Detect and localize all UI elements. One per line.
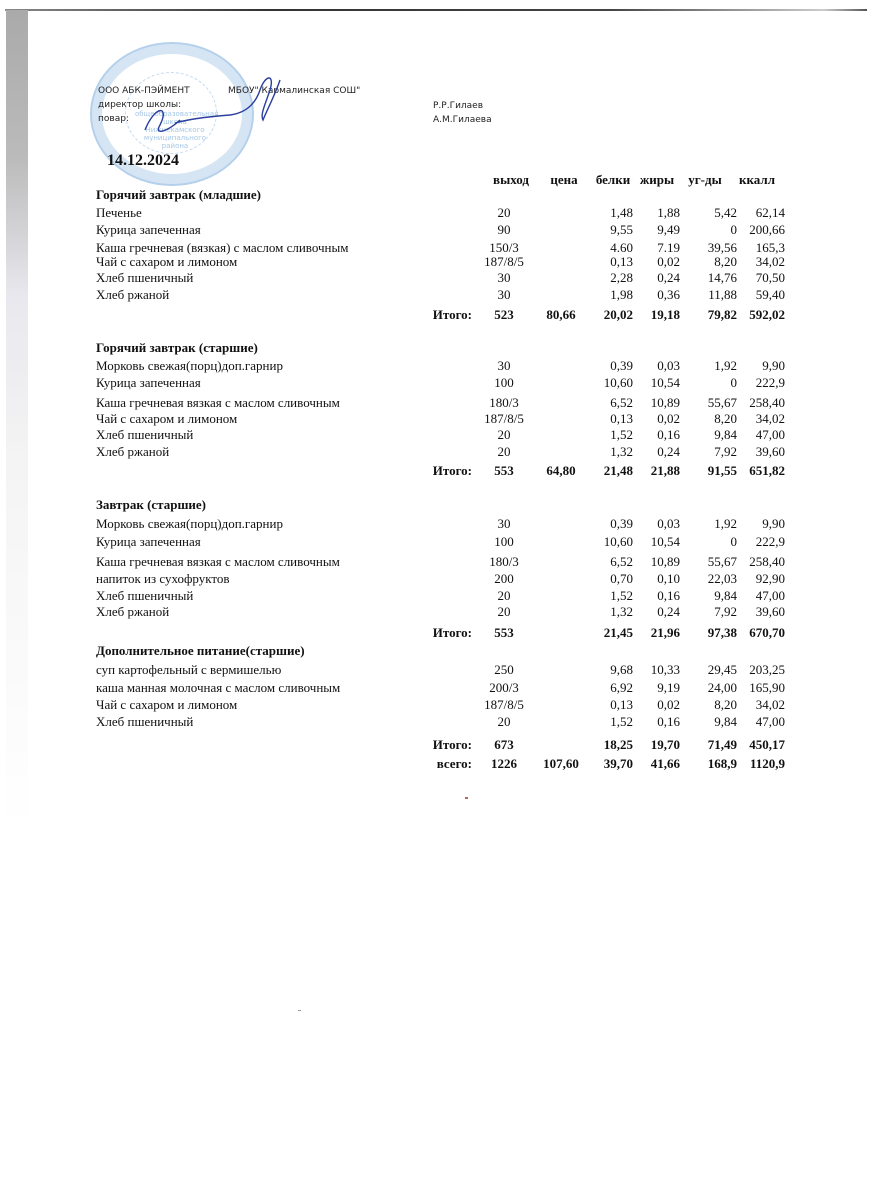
- cell-fat: 10,54: [650, 375, 680, 390]
- col-header-kcal: ккалл: [739, 172, 775, 187]
- dish-name: Морковь свежая(порц)доп.гарнир: [96, 516, 283, 531]
- total-kcal: 670,70: [749, 625, 785, 640]
- dish-name: Хлеб пшеничный: [96, 714, 194, 729]
- col-header-carbs: уг-ды: [688, 172, 722, 187]
- cell-fat: 0,16: [657, 588, 680, 603]
- cell-kcal: 39,60: [755, 444, 785, 459]
- dish-name: Морковь свежая(порц)доп.гарнир: [96, 358, 283, 373]
- dish-name: Чай с сахаром и лимоном: [96, 697, 238, 712]
- cell-kcal: 258,40: [749, 395, 785, 410]
- scan-speck: [465, 797, 468, 799]
- table-row: [0, 554, 873, 570]
- signature-icon: [135, 75, 305, 145]
- cell-carbs: 24,00: [707, 680, 737, 695]
- cell-output: 20: [497, 588, 511, 603]
- cell-fat: 0,10: [657, 571, 680, 586]
- cell-output: 200: [494, 571, 514, 586]
- cell-output: 90: [497, 222, 511, 237]
- total-protein: 18,25: [603, 737, 633, 752]
- cell-kcal: 9,90: [762, 516, 785, 531]
- table-row: [0, 534, 873, 550]
- school-name: МБОУ" Кармалинская СОШ": [228, 86, 361, 96]
- cell-fat: 7.19: [657, 240, 680, 255]
- cell-protein: 4.60: [610, 240, 633, 255]
- cell-kcal: 165,90: [749, 680, 785, 695]
- total-output: 523: [494, 307, 514, 322]
- grand-total-kcal: 1120,9: [749, 756, 785, 771]
- cell-output: 200/3: [489, 680, 519, 695]
- total-protein: 21,48: [603, 463, 633, 478]
- cell-protein: 1,32: [610, 604, 633, 619]
- cell-carbs: 8,20: [714, 697, 737, 712]
- grand-total-row: [0, 756, 873, 772]
- dish-name: Каша гречневая вязкая с маслом сливочным: [96, 554, 340, 569]
- section-total-row: [0, 737, 873, 753]
- cell-fat: 0,02: [657, 254, 680, 269]
- section-title-row: [0, 497, 873, 513]
- table-row: [0, 395, 873, 411]
- col-header-price: цена: [550, 172, 578, 187]
- cell-protein: 0,39: [610, 358, 633, 373]
- company-name: ООО АБК-ПЭЙМЕНТ: [98, 86, 190, 96]
- total-fat: 19,70: [650, 737, 680, 752]
- section-title-row: [0, 340, 873, 356]
- table-row: [0, 287, 873, 303]
- cell-kcal: 200,66: [749, 222, 785, 237]
- cell-carbs: 7,92: [714, 444, 737, 459]
- cell-kcal: 34,02: [755, 254, 785, 269]
- cell-kcal: 34,02: [755, 411, 785, 426]
- cell-fat: 0,16: [657, 427, 680, 442]
- cell-kcal: 34,02: [755, 697, 785, 712]
- cell-carbs: 1,92: [714, 358, 737, 373]
- cell-carbs: 29,45: [707, 662, 737, 677]
- table-row: [0, 411, 873, 427]
- cell-protein: 1,52: [610, 427, 633, 442]
- total-carbs: 91,55: [707, 463, 737, 478]
- table-row: [0, 358, 873, 374]
- cell-fat: 0,36: [657, 287, 680, 302]
- cell-output: 100: [494, 534, 514, 549]
- table-row: [0, 714, 873, 730]
- cell-fat: 9,19: [657, 680, 680, 695]
- section-title: Горячий завтрак (младшие): [96, 187, 262, 202]
- cell-kcal: 62,14: [755, 205, 785, 220]
- total-output: 553: [494, 463, 514, 478]
- cell-output: 20: [497, 205, 511, 220]
- cell-protein: 1,52: [610, 588, 633, 603]
- cell-output: 30: [497, 516, 511, 531]
- table-row: [0, 588, 873, 604]
- dish-name: напиток из сухофруктов: [96, 571, 230, 586]
- cell-kcal: 39,60: [755, 604, 785, 619]
- cell-output: 180/3: [489, 554, 519, 569]
- total-carbs: 71,49: [707, 737, 737, 752]
- cell-carbs: 9,84: [714, 588, 737, 603]
- director-name: Р.Р.Гилаев: [433, 101, 484, 111]
- cell-output: 187/8/5: [484, 254, 524, 269]
- dish-name: Печенье: [96, 205, 142, 220]
- cell-fat: 0,02: [657, 697, 680, 712]
- scan-edge-top: [5, 9, 867, 11]
- cell-output: 30: [497, 270, 511, 285]
- cell-kcal: 222,9: [755, 375, 785, 390]
- grand-total-output: 1226: [491, 756, 517, 771]
- cell-output: 150/3: [489, 240, 519, 255]
- cell-kcal: 59,40: [755, 287, 785, 302]
- total-protein: 21,45: [603, 625, 633, 640]
- cell-carbs: 0: [730, 375, 737, 390]
- total-fat: 21,96: [650, 625, 680, 640]
- section-title: Завтрак (старшие): [96, 497, 207, 512]
- col-header-output: выход: [493, 172, 529, 187]
- director-label: директор школы:: [98, 100, 182, 110]
- table-row: [0, 604, 873, 620]
- section-title: Дополнительное питание(старшие): [96, 643, 305, 658]
- dish-name: Курица запеченная: [96, 222, 201, 237]
- total-carbs: 79,82: [707, 307, 737, 322]
- total-label: Итого:: [432, 463, 472, 478]
- cell-output: 20: [497, 444, 511, 459]
- cell-protein: 9,68: [610, 662, 633, 677]
- cell-carbs: 0: [730, 534, 737, 549]
- cell-fat: 0,24: [657, 444, 680, 459]
- cell-output: 250: [494, 662, 514, 677]
- section-title-row: [0, 187, 873, 203]
- section-title: Горячий завтрак (старшие): [96, 340, 258, 355]
- cell-protein: 9,55: [610, 222, 633, 237]
- cell-carbs: 8,20: [714, 411, 737, 426]
- cell-fat: 0,16: [657, 714, 680, 729]
- cell-fat: 0,03: [657, 358, 680, 373]
- cell-kcal: 70,50: [755, 270, 785, 285]
- cell-protein: 0,39: [610, 516, 633, 531]
- dish-name: Хлеб пшеничный: [96, 270, 194, 285]
- table-row: [0, 270, 873, 286]
- total-output: 553: [494, 625, 514, 640]
- cell-protein: 0,13: [610, 411, 633, 426]
- cell-protein: 0,13: [610, 254, 633, 269]
- grand-total-protein: 39,70: [603, 756, 633, 771]
- cell-protein: 0,70: [610, 571, 633, 586]
- cell-output: 187/8/5: [484, 411, 524, 426]
- total-price: 64,80: [546, 463, 576, 478]
- cell-carbs: 5,42: [714, 205, 737, 220]
- cell-kcal: 203,25: [749, 662, 785, 677]
- cell-carbs: 55,67: [707, 395, 737, 410]
- total-label: Итого:: [432, 625, 472, 640]
- cell-carbs: 14,76: [707, 270, 737, 285]
- cell-output: 20: [497, 714, 511, 729]
- dish-name: Хлеб пшеничный: [96, 588, 194, 603]
- total-protein: 20,02: [603, 307, 633, 322]
- cell-protein: 0,13: [610, 697, 633, 712]
- cell-kcal: 222,9: [755, 534, 785, 549]
- dish-name: Хлеб ржаной: [96, 604, 170, 619]
- table-row: [0, 375, 873, 391]
- cell-protein: 10,60: [603, 375, 633, 390]
- table-row: [0, 444, 873, 460]
- cook-name: А.М.Гилаева: [433, 115, 492, 125]
- table-row: [0, 222, 873, 238]
- dish-name: Хлеб пшеничный: [96, 427, 194, 442]
- cell-kcal: 47,00: [755, 714, 785, 729]
- table-row: [0, 427, 873, 443]
- cell-carbs: 22,03: [707, 571, 737, 586]
- cell-carbs: 9,84: [714, 427, 737, 442]
- cell-kcal: 47,00: [755, 427, 785, 442]
- dish-name: Курица запеченная: [96, 375, 201, 390]
- cell-fat: 9,49: [657, 222, 680, 237]
- cell-fat: 10,89: [650, 395, 680, 410]
- cell-output: 30: [497, 358, 511, 373]
- total-kcal: 450,17: [749, 737, 785, 752]
- dish-name: Хлеб ржаной: [96, 444, 170, 459]
- cell-protein: 1,52: [610, 714, 633, 729]
- table-row: [0, 697, 873, 713]
- section-total-row: [0, 307, 873, 323]
- total-fat: 19,18: [650, 307, 680, 322]
- cell-carbs: 8,20: [714, 254, 737, 269]
- table-row: [0, 662, 873, 678]
- cell-protein: 6,52: [610, 554, 633, 569]
- table-row: [0, 205, 873, 221]
- cell-carbs: 9,84: [714, 714, 737, 729]
- stamp-text: общеобразовательная школа Нижнекамского муниципального района: [135, 110, 219, 150]
- total-kcal: 651,82: [749, 463, 785, 478]
- total-carbs: 97,38: [707, 625, 737, 640]
- grand-total-price: 107,60: [543, 756, 579, 771]
- menu-date: 14.12.2024: [107, 152, 179, 169]
- cell-kcal: 9,90: [762, 358, 785, 373]
- grand-total-label: всего:: [436, 756, 472, 771]
- total-output: 673: [494, 737, 514, 752]
- total-label: Итого:: [432, 307, 472, 322]
- dish-name: Курица запеченная: [96, 534, 201, 549]
- cell-protein: 2,28: [610, 270, 633, 285]
- cell-carbs: 7,92: [714, 604, 737, 619]
- scan-speck: [298, 1010, 301, 1011]
- cell-carbs: 39,56: [707, 240, 737, 255]
- cell-fat: 0,03: [657, 516, 680, 531]
- cell-fat: 10,33: [650, 662, 680, 677]
- dish-name: каша манная молочная с маслом сливочным: [96, 680, 341, 695]
- table-row: [0, 254, 873, 270]
- dish-name: Каша гречневая (вязкая) с маслом сливочным: [96, 240, 349, 255]
- cell-kcal: 165,3: [755, 240, 785, 255]
- cell-fat: 0,24: [657, 604, 680, 619]
- grand-total-carbs: 168,9: [707, 756, 737, 771]
- cell-fat: 10,54: [650, 534, 680, 549]
- grand-total-fat: 41,66: [650, 756, 680, 771]
- cook-label: повар:: [98, 114, 129, 124]
- dish-name: Чай с сахаром и лимоном: [96, 254, 238, 269]
- cell-carbs: 55,67: [707, 554, 737, 569]
- table-row: [0, 571, 873, 587]
- cell-protein: 6,92: [610, 680, 633, 695]
- cell-fat: 0,02: [657, 411, 680, 426]
- cell-protein: 1,98: [610, 287, 633, 302]
- dish-name: Каша гречневая вязкая с маслом сливочным: [96, 395, 340, 410]
- cell-carbs: 1,92: [714, 516, 737, 531]
- cell-kcal: 92,90: [755, 571, 785, 586]
- col-header-fat: жиры: [639, 172, 675, 187]
- total-label: Итого:: [432, 737, 472, 752]
- col-header-protein: белки: [595, 172, 631, 187]
- cell-kcal: 47,00: [755, 588, 785, 603]
- cell-output: 187/8/5: [484, 697, 524, 712]
- total-fat: 21,88: [650, 463, 680, 478]
- cell-output: 20: [497, 604, 511, 619]
- total-kcal: 592,02: [749, 307, 785, 322]
- cell-protein: 1,32: [610, 444, 633, 459]
- cell-output: 20: [497, 427, 511, 442]
- cell-protein: 10,60: [603, 534, 633, 549]
- total-price: 80,66: [546, 307, 576, 322]
- cell-carbs: 0: [730, 222, 737, 237]
- cell-output: 100: [494, 375, 514, 390]
- dish-name: Чай с сахаром и лимоном: [96, 411, 238, 426]
- cell-protein: 1,48: [610, 205, 633, 220]
- cell-fat: 10,89: [650, 554, 680, 569]
- table-row: [0, 680, 873, 696]
- cell-output: 30: [497, 287, 511, 302]
- dish-name: суп картофельный с вермишелью: [96, 662, 282, 677]
- section-title-row: [0, 643, 873, 659]
- cell-fat: 1,88: [657, 205, 680, 220]
- dish-name: Хлеб ржаной: [96, 287, 170, 302]
- cell-output: 180/3: [489, 395, 519, 410]
- section-total-row: [0, 463, 873, 479]
- cell-kcal: 258,40: [749, 554, 785, 569]
- cell-carbs: 11,88: [708, 287, 737, 302]
- cell-fat: 0,24: [657, 270, 680, 285]
- table-row: [0, 516, 873, 532]
- cell-protein: 6,52: [610, 395, 633, 410]
- section-total-row: [0, 625, 873, 641]
